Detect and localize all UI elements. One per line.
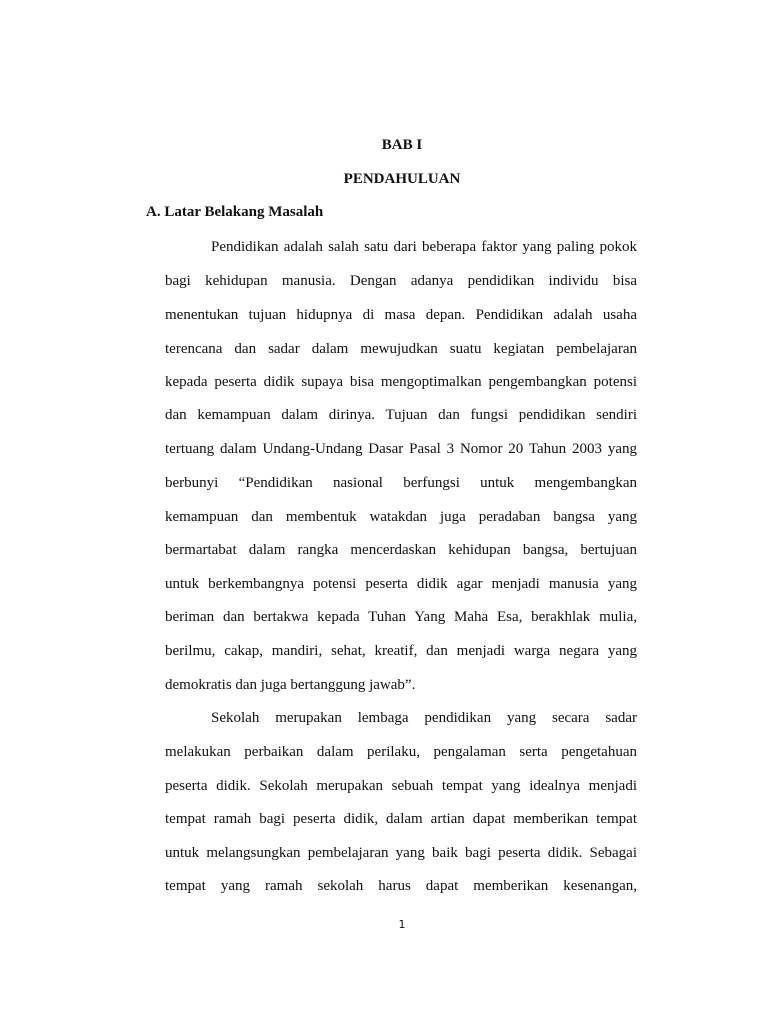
section-heading: A. Latar Belakang Masalah	[146, 204, 324, 220]
paragraph-line: beriman dan bertakwa kepada Tuhan Yang Maha Esa, berakhlak mulia,	[165, 609, 637, 625]
paragraph-line: tertuang dalam Undang-Undang Dasar Pasal 3 Nomor 20 Tahun 2003 yang	[165, 441, 637, 457]
chapter-title: PENDAHULUAN	[343, 171, 461, 187]
paragraph-line: kepada peserta didik supaya bisa mengoptimalkan pengembangkan potensi	[165, 374, 637, 390]
paragraph-line: peserta didik. Sekolah merupakan sebuah tempat yang idealnya menjadi	[165, 778, 637, 794]
paragraph-line: demokratis dan juga bertanggung jawab”.	[165, 677, 416, 693]
paragraph-line: tempat yang ramah sekolah harus dapat memberikan kesenangan,	[165, 878, 637, 894]
paragraph-line: bermartabat dalam rangka mencerdaskan kehidupan bangsa, bertujuan	[165, 542, 637, 558]
page-number: 1	[398, 918, 406, 931]
paragraph-line: untuk berkembangnya potensi peserta didik agar menjadi manusia yang	[165, 576, 637, 592]
paragraph-line: berilmu, cakap, mandiri, sehat, kreatif, dan menjadi warga negara yang	[165, 643, 637, 659]
paragraph-line: terencana dan sadar dalam mewujudkan suatu kegiatan pembelajaran	[165, 341, 637, 357]
paragraph-line: bagi kehidupan manusia. Dengan adanya pendidikan individu bisa	[165, 273, 637, 289]
paragraph-line: tempat ramah bagi peserta didik, dalam artian dapat memberikan tempat	[165, 811, 637, 827]
chapter-number: BAB I	[381, 137, 423, 153]
paragraph-line: Sekolah merupakan lembaga pendidikan yang secara sadar	[211, 710, 637, 726]
paragraph-line: kemampuan dan membentuk watakdan juga peradaban bangsa yang	[165, 509, 637, 525]
paragraph-line: Pendidikan adalah salah satu dari beberapa faktor yang paling pokok	[211, 239, 637, 255]
paragraph-line: menentukan tujuan hidupnya di masa depan. Pendidikan adalah usaha	[165, 307, 637, 323]
paragraph-line: dan kemampuan dalam dirinya. Tujuan dan fungsi pendidikan sendiri	[165, 407, 637, 423]
paragraph-line: berbunyi “Pendidikan nasional berfungsi untuk mengembangkan	[165, 475, 637, 491]
paragraph-line: melakukan perbaikan dalam perilaku, pengalaman serta pengetahuan	[165, 744, 637, 760]
paragraph-line: untuk melangsungkan pembelajaran yang baik bagi peserta didik. Sebagai	[165, 845, 637, 861]
